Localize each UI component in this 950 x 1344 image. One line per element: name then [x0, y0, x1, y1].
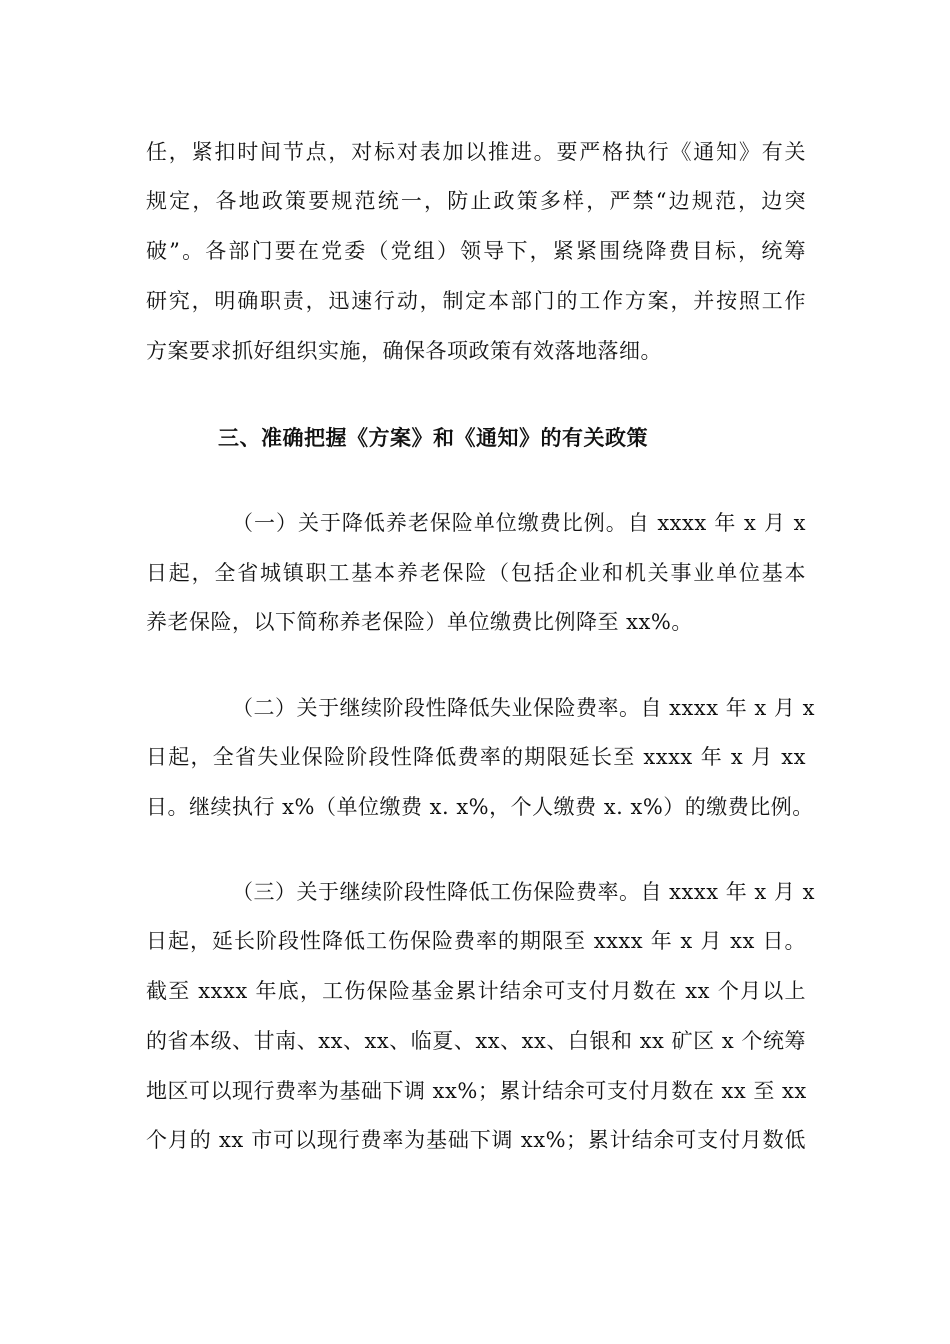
- paragraph-1-line-2: 规定，各地政策要规范统一，防止政策多样，严禁“边规范，边突: [146, 189, 806, 213]
- paragraph-1-line-3: 破”。各部门要在党委（党组）领导下，紧紧围绕降费目标，统筹: [146, 239, 806, 263]
- paragraph-4-line-1: （三）关于继续阶段性降低工伤保险费率。自 xxxx 年 x 月 x: [232, 880, 815, 904]
- paragraph-4-line-6: 个月的 xx 市可以现行费率为基础下调 xx%；累计结余可支付月数低: [146, 1128, 806, 1152]
- paragraph-3-line-1: （二）关于继续阶段性降低失业保险费率。自 xxxx 年 x 月 x: [232, 696, 815, 720]
- paragraph-3-line-2: 日起，全省失业保险阶段性降低费率的期限延长至 xxxx 年 x 月 xx: [146, 745, 806, 769]
- paragraph-4-line-3: 截至 xxxx 年底，工伤保险基金累计结余可支付月数在 xx 个月以上: [146, 979, 806, 1003]
- paragraph-4-line-2: 日起，延长阶段性降低工伤保险费率的期限至 xxxx 年 x 月 xx 日。: [146, 929, 806, 953]
- paragraph-2-line-1: （一）关于降低养老保险单位缴费比例。自 xxxx 年 x 月 x: [232, 511, 806, 535]
- paragraph-4-line-5: 地区可以现行费率为基础下调 xx%；累计结余可支付月数在 xx 至 xx: [146, 1079, 807, 1103]
- section-heading: 三、准确把握《方案》和《通知》的有关政策: [218, 425, 648, 450]
- paragraph-1-line-5: 方案要求抓好组织实施，确保各项政策有效落地落细。: [146, 339, 662, 363]
- paragraph-3-line-3: 日。继续执行 x%（单位缴费 x. x%，个人缴费 x. x%）的缴费比例。: [146, 795, 814, 819]
- paragraph-4-line-4: 的省本级、甘南、xx、xx、临夏、xx、xx、白银和 xx 矿区 x 个统筹: [146, 1029, 806, 1053]
- paragraph-1-line-4: 研究，明确职责，迅速行动，制定本部门的工作方案，并按照工作: [146, 289, 806, 313]
- paragraph-2-line-2: 日起，全省城镇职工基本养老保险（包括企业和机关事业单位基本: [146, 561, 806, 585]
- paragraph-2-line-3: 养老保险，以下简称养老保险）单位缴费比例降至 xx%。: [146, 610, 693, 634]
- paragraph-1-line-1: 任，紧扣时间节点，对标对表加以推进。要严格执行《通知》有关: [146, 140, 806, 164]
